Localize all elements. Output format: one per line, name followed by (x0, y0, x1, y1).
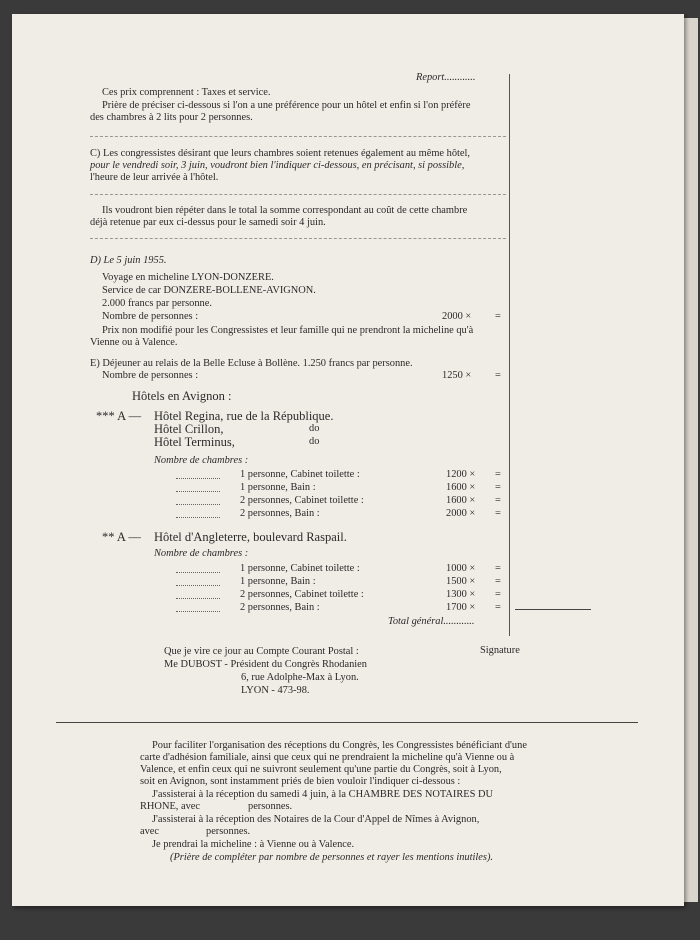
footer-line-5: J'assisterai à la réception du samedi 4 juin, à la CHAMBRE DES NOTAIRES DU (152, 789, 493, 800)
section-e-line-1: E) Déjeuner au relais de la Belle Ecluse à Bollène. 1.250 francs par personne. (90, 358, 413, 369)
room-count-blank[interactable] (176, 478, 220, 479)
room-equals: = (495, 589, 501, 600)
section-e-nb-label: Nombre de personnes : (102, 370, 199, 381)
room-price: 1500 × (446, 576, 476, 587)
footer-line-4: soit en Avignon, sont instamment priés de bien vouloir l'indiquer ci-dessous : (140, 776, 461, 787)
section-d-equals: = (495, 311, 501, 322)
dashed-separator (90, 194, 506, 195)
room-price: 1300 × (446, 589, 476, 600)
section-c-line-1: C) Les congressistes désirant que leurs chambres soient retenues également au même hôtel, (90, 148, 470, 159)
room-type-label: 1 personne, Cabinet toilette : (240, 469, 360, 480)
section-d-line-4: Prix non modifié pour les Congressistes et leur famille qui ne prendront la micheline qu'à (102, 325, 474, 336)
section-d-line-1: Voyage en micheline LYON-DONZERE. (102, 272, 274, 283)
room-equals: = (495, 482, 501, 493)
prix-line-2: Prière de préciser ci-dessous si l'on a une préférence pour un hôtel et enfin si l'on préfère (102, 100, 471, 111)
section-c-line-2: pour le vendredi soir, 3 juin, voudront bien l'indiquer ci-dessous, en précisant, si possible, (90, 160, 465, 171)
room-type-label: 1 personne, Cabinet toilette : (240, 563, 360, 574)
section-e-equals: = (495, 370, 501, 381)
footer-line-8: avec (140, 826, 160, 837)
room-equals: = (495, 469, 501, 480)
signature-label: Signature (480, 645, 520, 656)
prix-line-1: Ces prix comprennent : Taxes et service. (102, 87, 271, 98)
room-price: 1200 × (446, 469, 476, 480)
report-label: Report............ (416, 72, 476, 83)
room-count-blank[interactable] (176, 585, 220, 586)
group-b-stars: ** A — (102, 530, 141, 544)
room-equals: = (495, 563, 501, 574)
hotel-crillon: Hôtel Crillon, (154, 422, 224, 436)
footer-line-7: J'assisterai à la réception des Notaires de la Cour d'Appel de Nîmes à Avignon, (152, 814, 480, 825)
room-type-label: 2 personnes, Bain : (240, 508, 320, 519)
total-rule (515, 609, 591, 610)
repeter-line-2: déjà retenue par eux ci-dessus pour le samedi soir 4 juin. (90, 217, 326, 228)
payment-line-3: 6, rue Adolphe-Max à Lyon. (241, 672, 359, 683)
room-equals: = (495, 602, 501, 613)
hotel-terminus: Hôtel Terminus, (154, 435, 235, 449)
payment-line-2: Me DUBOST - Président du Congrès Rhodanien (164, 659, 367, 670)
room-count-blank[interactable] (176, 572, 220, 573)
section-d-price: 2000 × (442, 311, 472, 322)
prix-line-3: des chambres à 2 lits pour 2 personnes. (90, 112, 253, 123)
group-a-stars: *** A — (96, 409, 142, 423)
room-count-blank[interactable] (176, 598, 220, 599)
dashed-separator (90, 136, 506, 137)
section-e-price: 1250 × (442, 370, 472, 381)
footer-line-2: carte d'adhésion familiale, ainsi que ceux qui ne prendraient la micheline qu'à Vienne ou à (140, 752, 515, 763)
room-price: 1600 × (446, 495, 476, 506)
footer-line-8b: personnes. (206, 826, 251, 837)
room-count-blank[interactable] (176, 504, 220, 505)
room-price: 2000 × (446, 508, 476, 519)
total-general: Total général............ (388, 616, 475, 627)
footer-line-6b: personnes. (248, 801, 293, 812)
section-d-nb-label: Nombre de personnes : (102, 311, 199, 322)
section-d-heading: D) Le 5 juin 1955. (90, 255, 167, 266)
group-b-nb-label: Nombre de chambres : (154, 548, 249, 559)
section-d-line-3: 2.000 francs par personne. (102, 298, 212, 309)
room-count-blank[interactable] (176, 491, 220, 492)
footer-line-3: Valence, et enfin ceux qui ne suivront seulement qu'une partie du Congrès, soit à Lyon, (140, 764, 502, 775)
hotels-title: Hôtels en Avignon : (132, 389, 232, 403)
footer-line-1: Pour faciliter l'organisation des réceptions du Congrès, les Congressistes bénéficiant d'une (152, 740, 527, 751)
room-equals: = (495, 576, 501, 587)
room-type-label: 2 personnes, Cabinet toilette : (240, 495, 364, 506)
ditto-mark: do (309, 436, 320, 447)
footer-separator (56, 722, 638, 723)
footer-line-6: RHONE, avec (140, 801, 201, 812)
section-c-line-3: l'heure de leur arrivée à l'hôtel. (90, 172, 219, 183)
document-page (12, 14, 684, 906)
room-count-blank[interactable] (176, 517, 220, 518)
dashed-separator (90, 238, 506, 239)
repeter-line-1: Ils voudront bien répéter dans le total la somme correspondant au coût de cette chambre (102, 205, 468, 216)
amount-column-rule (509, 74, 510, 636)
page-edge (684, 18, 698, 902)
room-type-label: 2 personnes, Cabinet toilette : (240, 589, 364, 600)
room-count-blank[interactable] (176, 611, 220, 612)
room-price: 1700 × (446, 602, 476, 613)
room-type-label: 2 personnes, Bain : (240, 602, 320, 613)
hotel-angleterre: Hôtel d'Angleterre, boulevard Raspail. (154, 530, 347, 544)
group-a-nb-label: Nombre de chambres : (154, 455, 249, 466)
section-d-line-2: Service de car DONZERE-BOLLENE-AVIGNON. (102, 285, 316, 296)
section-d-line-5: Vienne ou à Valence. (90, 337, 178, 348)
room-price: 1600 × (446, 482, 476, 493)
payment-line-1: Que je vire ce jour au Compte Courant Postal : (164, 646, 359, 657)
room-type-label: 1 personne, Bain : (240, 576, 316, 587)
hotel-regina: Hôtel Regina, rue de la République. (154, 409, 334, 423)
ditto-mark: do (309, 423, 320, 434)
room-type-label: 1 personne, Bain : (240, 482, 316, 493)
room-price: 1000 × (446, 563, 476, 574)
room-equals: = (495, 495, 501, 506)
room-equals: = (495, 508, 501, 519)
footer-line-9: Je prendrai la micheline : à Vienne ou à Valence. (152, 839, 355, 850)
payment-line-4: LYON - 473-98. (241, 685, 310, 696)
footer-line-10: (Prière de compléter par nombre de personnes et rayer les mentions inutiles). (170, 852, 494, 863)
